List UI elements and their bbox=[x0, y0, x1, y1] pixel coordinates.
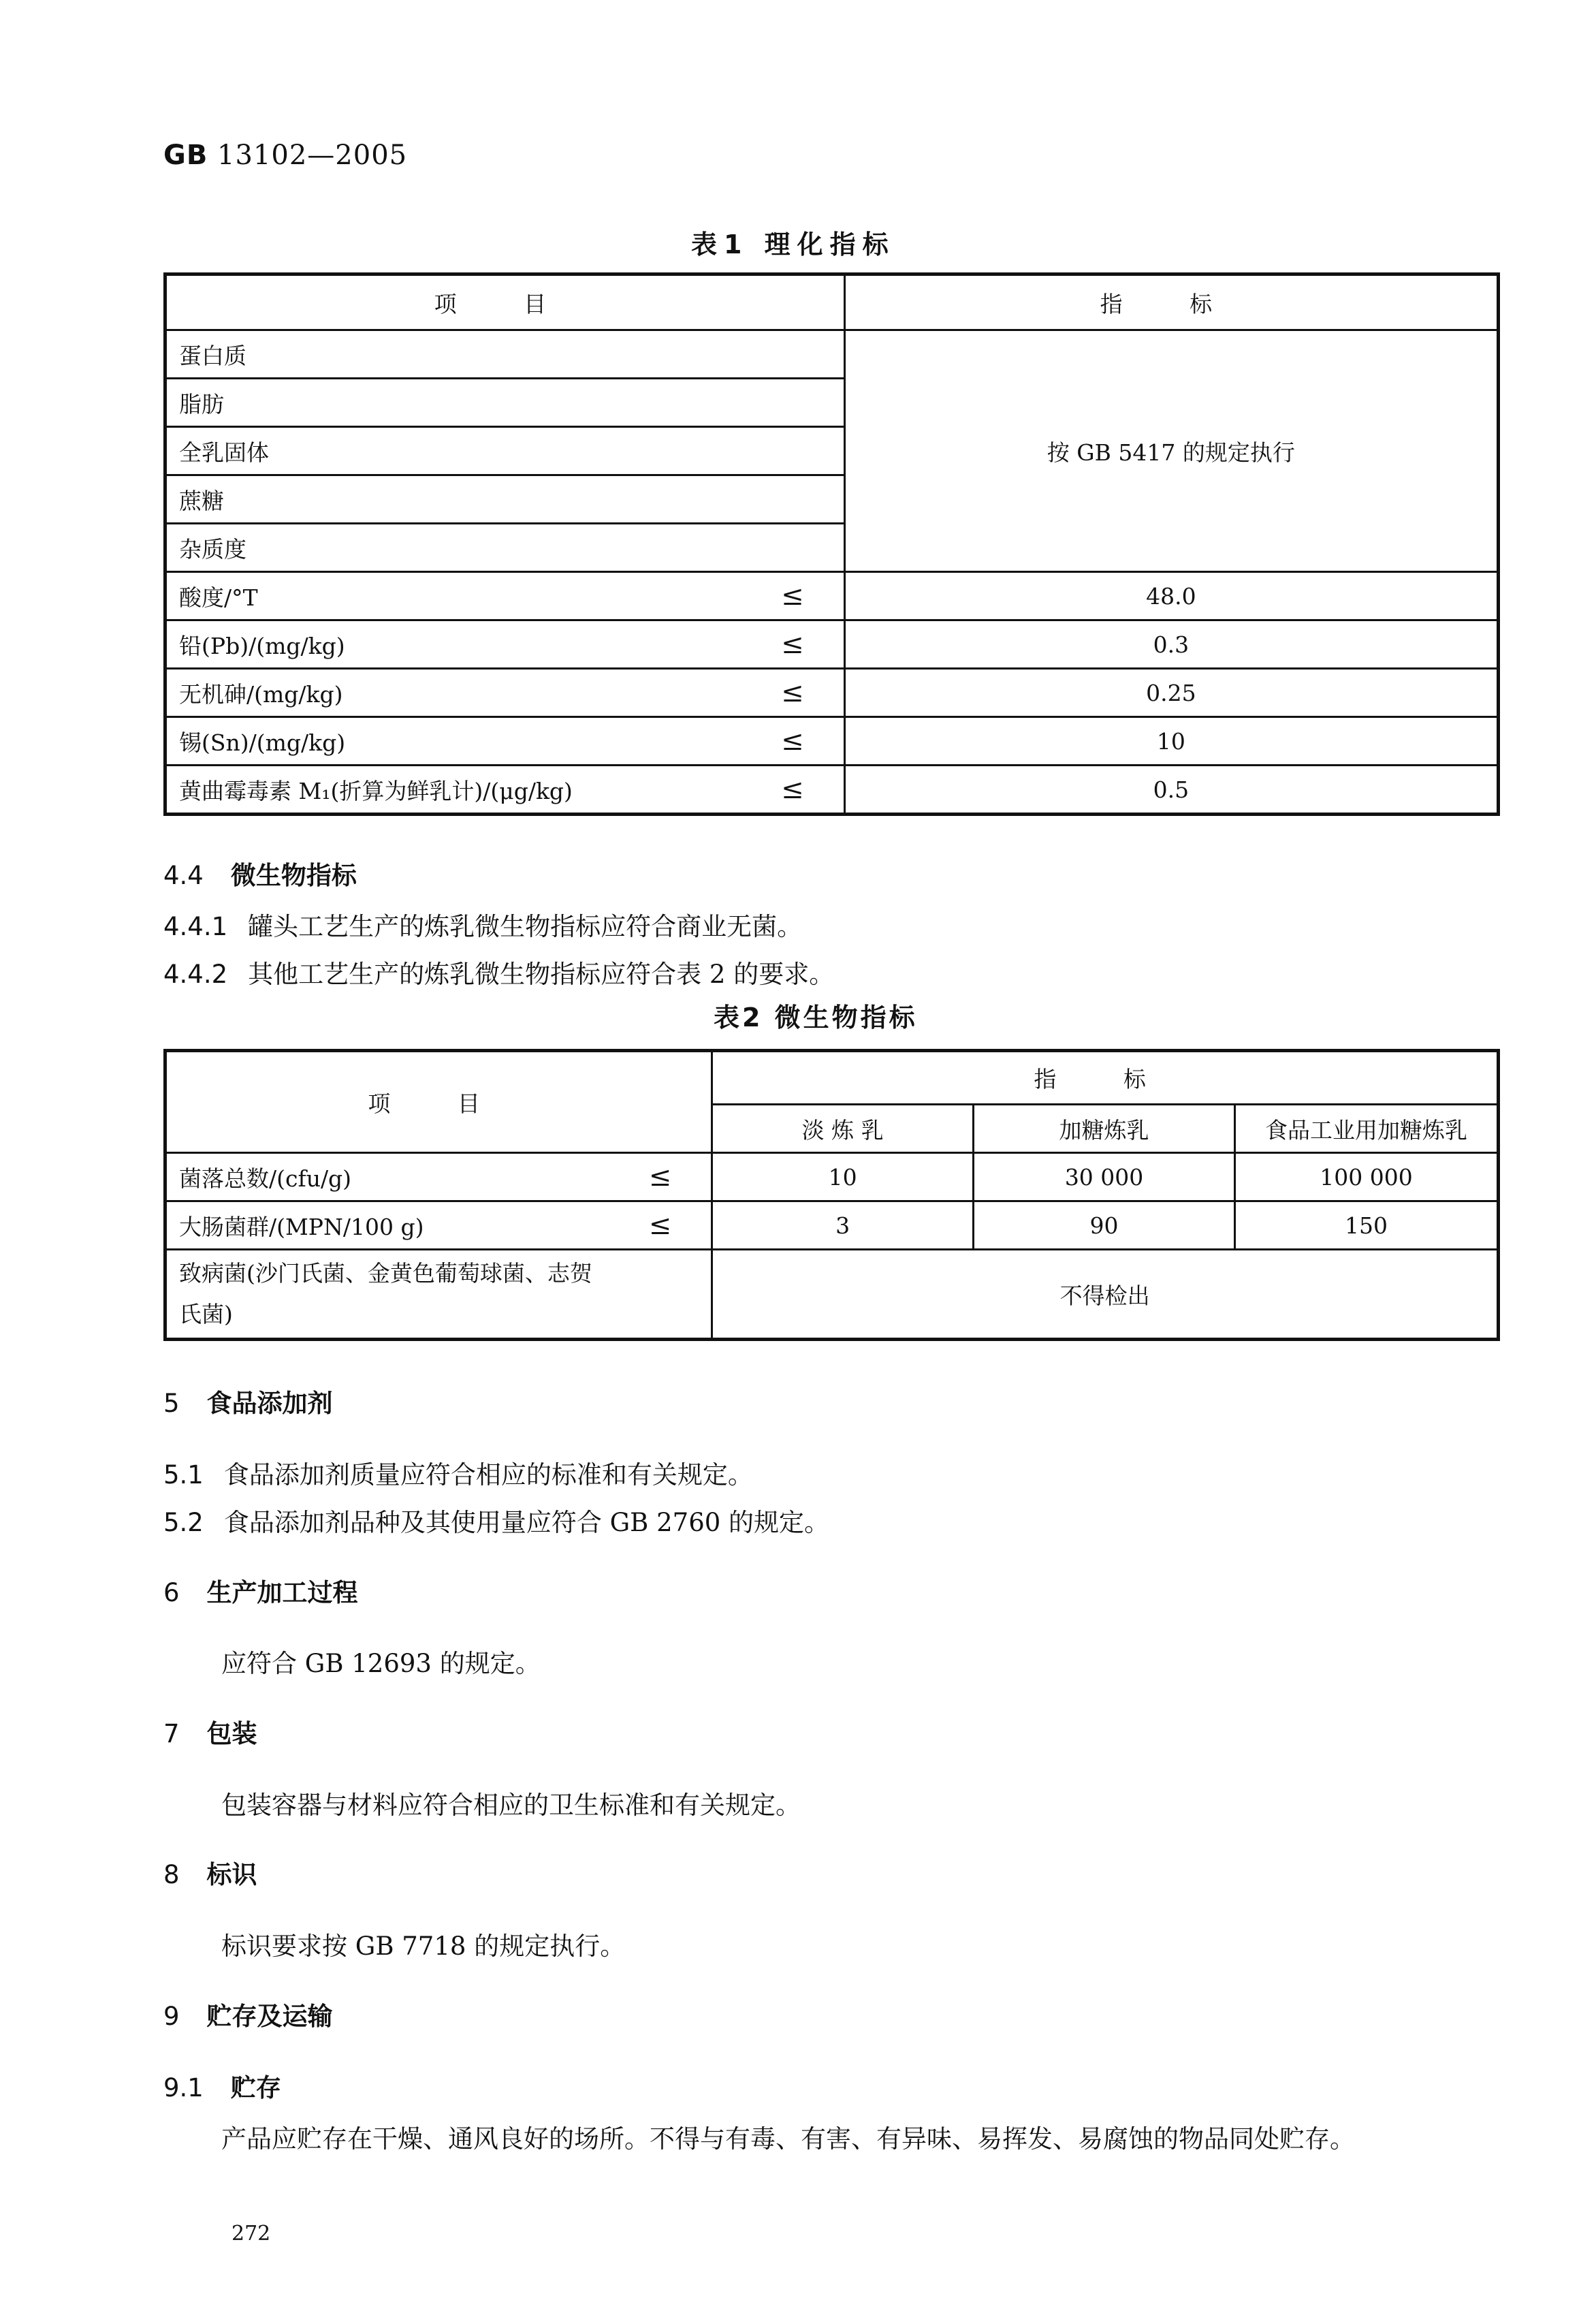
section-9-1-text: 产品应贮存在干燥、通风良好的场所。不得与有毒、有害、有异味、易挥发、易腐蚀的物品同处贮存。 bbox=[221, 2124, 1355, 2154]
le-sign: ≤ bbox=[648, 1161, 672, 1193]
row-item: 大肠菌群/(MPN/100 g) ≤ bbox=[165, 1201, 712, 1250]
merged-value-cell: 按 GB 5417 的规定执行 bbox=[844, 330, 1498, 572]
section-4-4-heading: 4.4 微生物指标 bbox=[163, 861, 357, 890]
clause-4-4-1: 4.4.1 罐头工艺生产的炼乳微生物指标应符合商业无菌。 bbox=[163, 912, 803, 941]
document-code: GB 13102—2005 bbox=[163, 140, 408, 171]
table-row bbox=[165, 572, 1499, 620]
clause-5-1: 5.1 食品添加剂质量应符合相应的标准和有关规定。 bbox=[163, 1460, 753, 1490]
row-item: 蔗糖 bbox=[165, 475, 845, 524]
table2-caption: 表2 微生物指标 bbox=[714, 1003, 918, 1033]
clause-5-2: 5.2 食品添加剂品种及其使用量应符合 GB 2760 的规定。 bbox=[163, 1508, 830, 1537]
row-item: 脂肪 bbox=[165, 379, 845, 427]
table-header-row bbox=[165, 274, 1499, 330]
subheader-evaporated: 淡 炼 乳 bbox=[712, 1105, 974, 1153]
section-6-heading: 6 生产加工过程 bbox=[163, 1578, 358, 1607]
section-6-text: 应符合 GB 12693 的规定。 bbox=[221, 1649, 541, 1678]
merged-value-cell: 不得检出 bbox=[712, 1250, 1499, 1340]
row-item: 酸度/°T ≤ bbox=[165, 572, 845, 620]
clause-4-4-2: 4.4.2 其他工艺生产的炼乳微生物指标应符合表 2 的要求。 bbox=[163, 960, 835, 989]
row-item: 锡(Sn)/(mg/kg) ≤ bbox=[165, 717, 845, 766]
row-value: 3 bbox=[712, 1201, 974, 1250]
le-sign: ≤ bbox=[781, 580, 804, 612]
section-9-1-heading: 9.1 贮存 bbox=[163, 2073, 281, 2102]
row-item: 菌落总数/(cfu/g) ≤ bbox=[165, 1153, 712, 1201]
column-header-value: 指 标 bbox=[1100, 290, 1243, 317]
row-value: 100 000 bbox=[1235, 1153, 1499, 1201]
row-value: 90 bbox=[974, 1201, 1235, 1250]
section-7-heading: 7 包装 bbox=[163, 1719, 257, 1748]
row-value: 0.5 bbox=[844, 766, 1498, 815]
row-item: 致病菌(沙门氏菌、金黄色葡萄球菌、志贺 氏菌) bbox=[165, 1250, 712, 1340]
row-item: 杂质度 bbox=[165, 524, 845, 572]
le-sign: ≤ bbox=[781, 725, 804, 757]
table-row bbox=[165, 717, 1499, 766]
table-row bbox=[165, 766, 1499, 815]
table-row bbox=[165, 1201, 1499, 1250]
subheader-sweetened: 加糖炼乳 bbox=[974, 1105, 1235, 1153]
le-sign: ≤ bbox=[781, 676, 804, 708]
table-row bbox=[165, 330, 1499, 379]
row-item: 无机砷/(mg/kg) ≤ bbox=[165, 669, 845, 717]
row-value: 150 bbox=[1235, 1201, 1499, 1250]
row-value: 48.0 bbox=[844, 572, 1498, 620]
row-item: 全乳固体 bbox=[165, 427, 845, 475]
row-value: 10 bbox=[712, 1153, 974, 1201]
column-header-value: 指 标 bbox=[1034, 1066, 1176, 1092]
row-item: 黄曲霉毒素 M₁(折算为鲜乳计)/(μg/kg) ≤ bbox=[165, 766, 845, 815]
section-8-heading: 8 标识 bbox=[163, 1860, 257, 1889]
row-value: 0.3 bbox=[844, 620, 1498, 669]
row-value: 10 bbox=[844, 717, 1498, 766]
column-header-item: 项 目 bbox=[434, 290, 577, 317]
section-7-text: 包装容器与材料应符合相应的卫生标准和有关规定。 bbox=[221, 1791, 801, 1820]
le-sign: ≤ bbox=[781, 628, 804, 660]
column-header-item: 项 目 bbox=[368, 1090, 510, 1117]
microbiological-table bbox=[163, 1049, 1500, 1341]
row-value: 0.25 bbox=[844, 669, 1498, 717]
section-9-heading: 9 贮存及运输 bbox=[163, 2002, 333, 2031]
row-value: 30 000 bbox=[974, 1153, 1235, 1201]
section-8-text: 标识要求按 GB 7718 的规定执行。 bbox=[221, 1932, 626, 1961]
table-header-row bbox=[165, 1051, 1499, 1105]
le-sign: ≤ bbox=[781, 773, 804, 805]
table-row bbox=[165, 1250, 1499, 1340]
section-5-heading: 5 食品添加剂 bbox=[163, 1389, 333, 1418]
page-number: 272 bbox=[232, 2222, 271, 2246]
table-row bbox=[165, 620, 1499, 669]
le-sign: ≤ bbox=[648, 1209, 672, 1241]
row-item: 铅(Pb)/(mg/kg) ≤ bbox=[165, 620, 845, 669]
row-item: 蛋白质 bbox=[165, 330, 845, 379]
table-row bbox=[165, 669, 1499, 717]
physicochemical-table bbox=[163, 272, 1500, 816]
subheader-industrial: 食品工业用加糖炼乳 bbox=[1235, 1105, 1499, 1153]
table-row bbox=[165, 1153, 1499, 1201]
table1-caption: 表1 理化指标 bbox=[691, 230, 895, 259]
